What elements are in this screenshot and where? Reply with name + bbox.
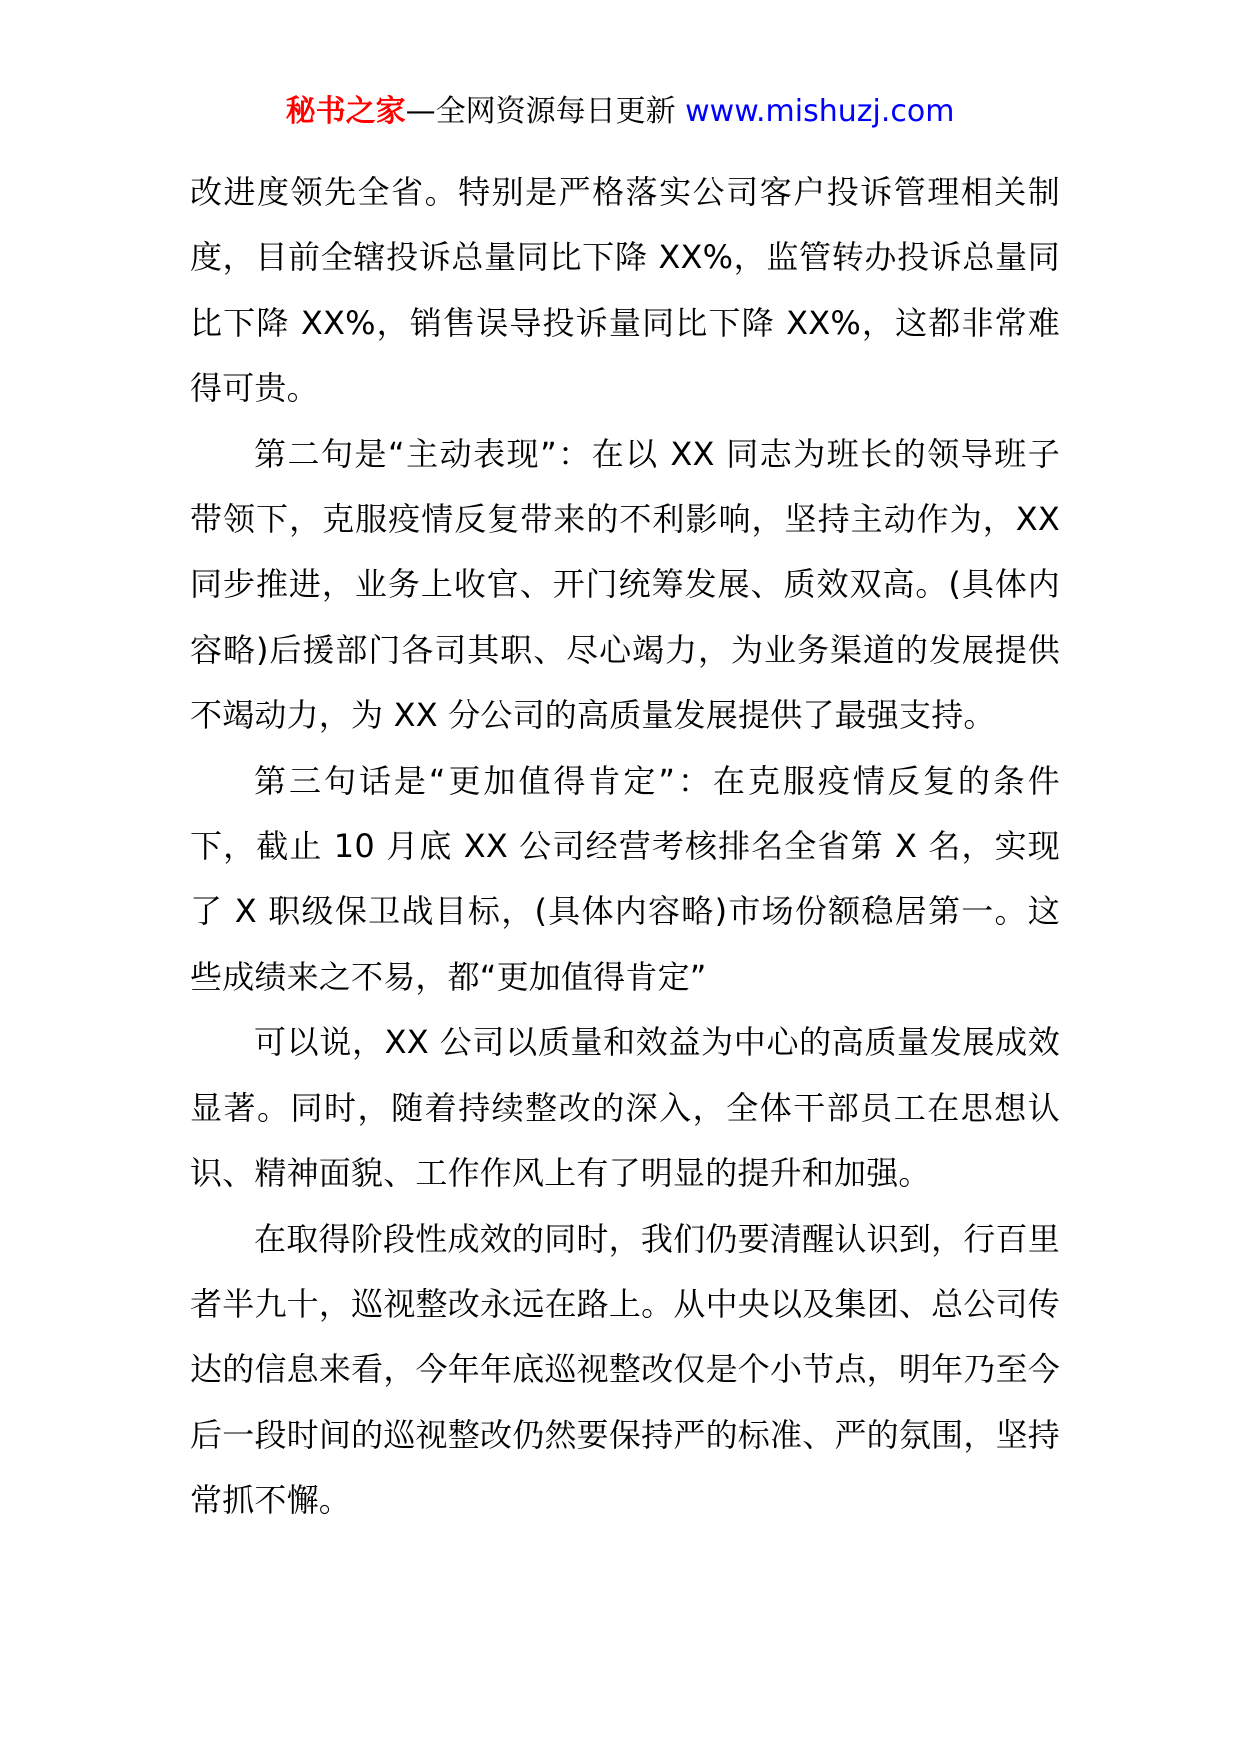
paragraph: 第二句是“主动表现”：在以 XX 同志为班长的领导班子带领下，克服疫情反复带来的不利影响，坚持主动作为，XX 同步推进，业务上收官、开门统筹发展、质效双高。(具体内容略)后援部门各司其职、尽心竭力，为业务渠道的发展提供不竭动力，为 XX 分公司的高质量发展提供了最强支持。 — [190, 434, 1060, 735]
document-body — [190, 160, 1060, 1534]
paragraph: 在取得阶段性成效的同时，我们仍要清醒认识到，行百里者半九十，巡视整改永远在路上。从中央以及集团、总公司传达的信息来看，今年年底巡视整改仅是个小节点，明年乃至今后一段时间的巡视整改仍然要保持严的标准、严的氛围，坚持常抓不懈。 — [190, 1219, 1060, 1520]
site-brand: 秘书之家 — [285, 94, 406, 129]
site-tagline: —全网资源每日更新 — [405, 94, 676, 129]
site-url-link[interactable]: www.mishuzj.com — [685, 94, 955, 129]
paragraph: 可以说，XX 公司以质量和效益为中心的高质量发展成效显著。同时，随着持续整改的深入，全体干部员工在思想认识、精神面貌、工作作风上有了明显的提升和加强。 — [190, 1023, 1060, 1193]
paragraph: 改进度领先全省。特别是严格落实公司客户投诉管理相关制度，目前全辖投诉总量同比下降 XX%，监管转办投诉总量同比下降 XX%，销售误导投诉量同比下降 XX%，这都非常难得可贵。 — [190, 173, 1060, 408]
page-header — [0, 92, 1240, 132]
paragraph: 第三句话是“更加值得肯定”：在克服疫情反复的条件下，截止 10 月底 XX 公司经营考核排名全省第 X 名，实现了 X 职级保卫战目标，(具体内容略)市场份额稳居第一。这些成绩来之不易，都“更加值得肯定” — [190, 761, 1060, 996]
